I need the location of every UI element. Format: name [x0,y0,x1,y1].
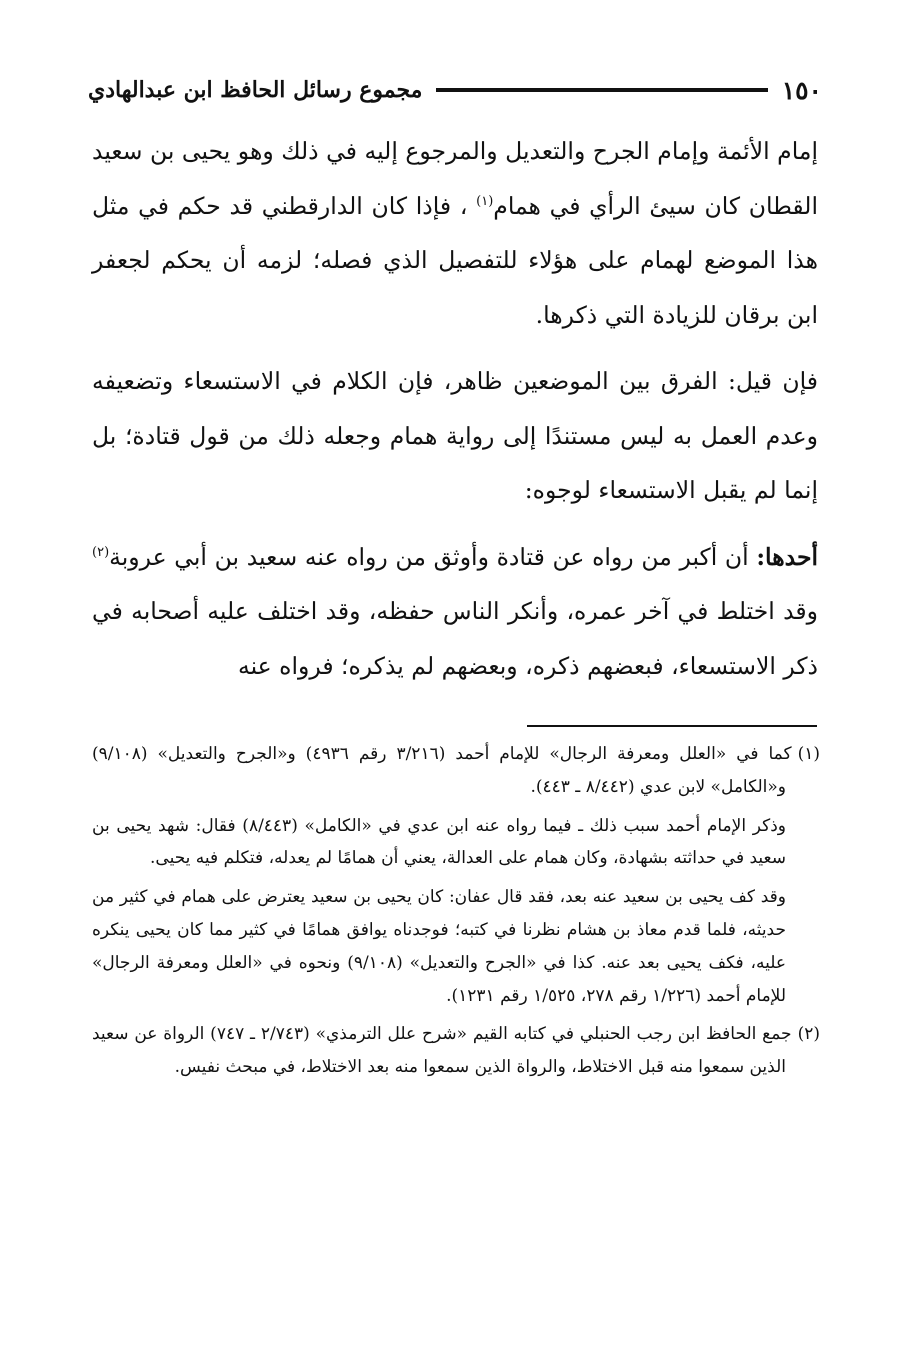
running-title: مجموع رسائل الحافظ ابن عبدالهادي [88,77,423,103]
footnote-ref-2: (٢) [92,544,110,560]
footnote-2 [92,1018,820,1084]
paragraph-2 [92,354,818,518]
footnote-1-paragraph-3: وقد كف يحيى بن سعيد عنه بعد، فقد قال عفان: كان يحيى بن سعيد يعترض على همام في كثير من حديثه، فلما قدم معاذ بن هشام نظرنا في كتبه؛ فوجدناه يوافق همامًا في كثير مما كان يحيى ينكره عليه، فكف يحيى بعد عنه. كذا في «الجرح والتعديل» (٩/١٠٨) ونحوه في «العلل ومعرفة الرجال» للإمام أحمد (١/٢٢٦ رقم ٢٧٨، ١/٥٢٥ رقم ١٢٣١). [92,887,786,1006]
footnote-1-paragraph-2: وذكر الإمام أحمد سبب ذلك ـ فيما رواه عنه ابن عدي في «الكامل» (٨/٤٤٣) فقال: شهد يحيى بن سعيد في حداثته بشهادة، وكان همام على العدالة، يعني أن همامًا لم يعدله، فتكلم فيه يحيى. [92,815,786,869]
footnote-2-text: جمع الحافظ ابن رجب الحنبلي في كتابه القيم «شرح علل الترمذي» (٢/٧٤٣ ـ ٧٤٧) الرواة عن سعيد الذين سمعوا منه قبل الاختلاط، والرواة الذين سمعوا منه بعد الاختلاط، في مبحث نفيس. [92,1024,792,1078]
footnote-ref-1: (١) [476,193,494,209]
paragraph-1-text-b: ، فإذا كان الدارقطني قد حكم في مثل هذا الموضع لهمام على هؤلاء للتفصيل الذي فصله؛ لزمه أن يحكم لجعفر ابن برقان للزيادة التي ذكرها. [92,191,818,329]
footnote-separator [527,725,817,727]
paragraph-3-text-a: أن أكبر من رواه عن قتادة وأوثق من رواه عنه سعيد بن أبي عروبة [109,542,757,571]
paragraph-2-text: فإن قيل: الفرق بين الموضعين ظاهر، فإن الكلام في الاستسعاء وتضعيفه وعدم العمل به ليس مستندًا إلى رواية همام وجعله ذلك من قول قتادة؛ بل إنما لم يقبل الاستسعاء لوجوه: [92,367,818,504]
header-rule [436,88,767,92]
page-number: ١٥٠ [781,75,822,105]
paragraph-3-text-b: وقد اختلط في آخر عمره، وأنكر الناس حفظه، وقد اختلف عليه أصحابه في ذكر الاستسعاء، فبعضهم ذكره، وبعضهم لم يذكره؛ فرواه عنه [92,597,818,680]
paragraph-3-lead: أحدها: [756,542,818,571]
running-header [88,68,822,112]
paragraph-1 [92,124,818,342]
footnote-2-number: (٢) [797,1024,820,1045]
footnote-1 [92,738,820,804]
footnote-1-text: كما في «العلل ومعرفة الرجال» للإمام أحمد (٣/٢١٦ رقم ٤٩٣٦) و«الجرح والتعديل» (٩/١٠٨) و«الكامل» لابن عدي (٨/٤٤٢ ـ ٤٤٣). [92,744,792,797]
footnote-1-number: (١) [797,744,820,764]
paragraph-1-text-a: إمام الأئمة وإمام الجرح والتعديل والمرجوع إليه في ذلك وهو يحيى بن سعيد القطان كان سيئ الرأي في همام [92,137,818,220]
main-text [92,124,818,705]
footnotes [92,738,820,1090]
paragraph-3 [92,530,818,694]
